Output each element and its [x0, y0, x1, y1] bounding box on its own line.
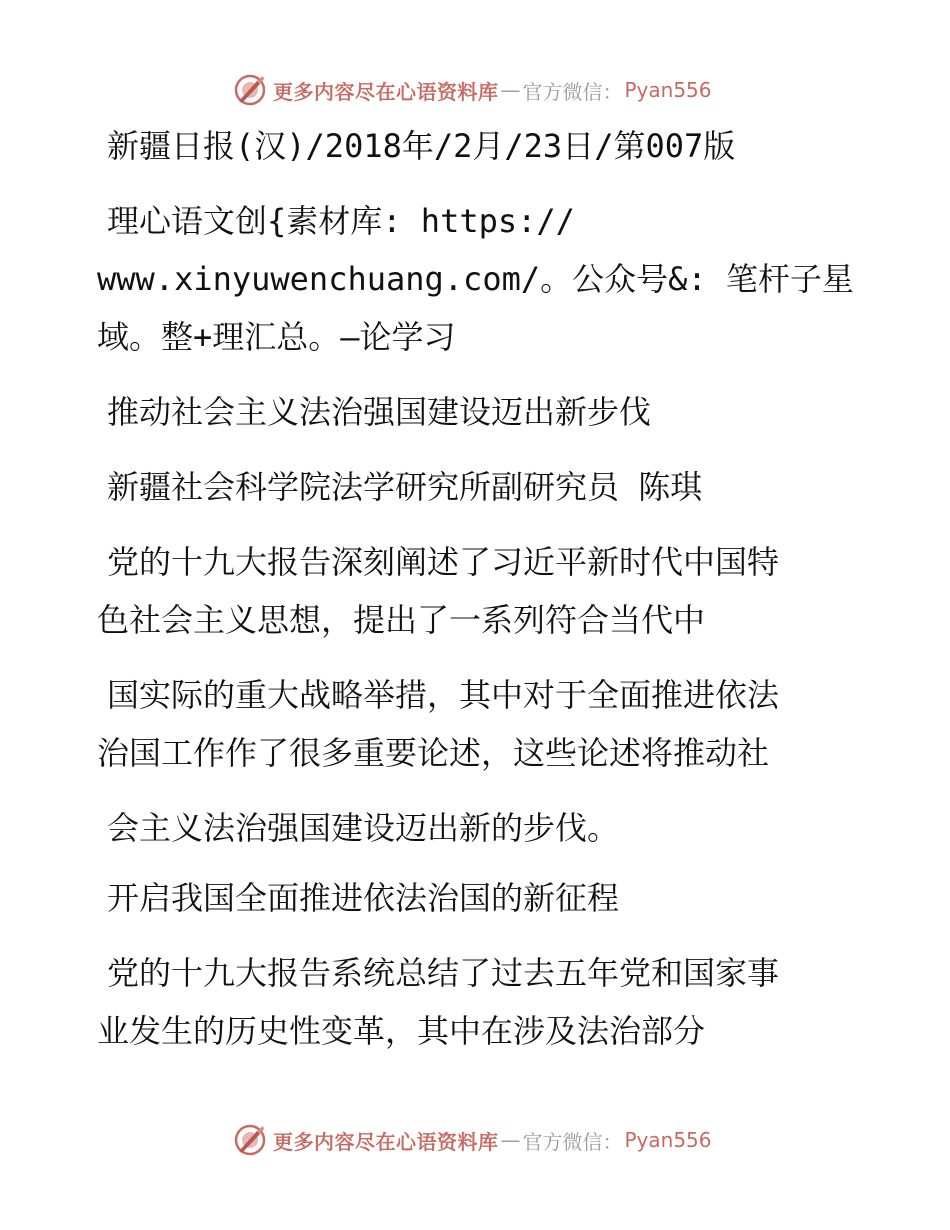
quill-logo-icon [233, 73, 267, 107]
footer-watermark [233, 1122, 712, 1158]
notice-line-2: www.xinyuwenchuang.com/。公众号&: 笔杆子星 [97, 260, 854, 298]
watermark-wechat-id: Pyan556 [624, 78, 712, 102]
header-watermark [233, 72, 712, 108]
paragraph-2-line-1: 国实际的重大战略举措，其中对于全面推进依法 [107, 676, 780, 714]
watermark-wechat-id: Pyan556 [624, 1128, 712, 1152]
paragraph-1-line-2: 色社会主义思想，提出了一系列符合当代中 [97, 601, 706, 639]
notice-line-3: 域。整+理汇总。—论学习 [97, 318, 456, 356]
paragraph-3: 会主义法治强国建设迈出新的步伐。 [107, 809, 620, 847]
paragraph-4-line-1: 党的十九大报告系统总结了过去五年党和国家事 [107, 954, 780, 992]
watermark-wechat-label: 官方微信： [522, 1129, 623, 1154]
article-title: 推动社会主义法治强国建设迈出新步伐 [107, 393, 652, 431]
watermark-separator: — [500, 1128, 521, 1152]
paragraph-1-line-1: 党的十九大报告深刻阐述了习近平新时代中国特 [107, 543, 780, 581]
watermark-text: 更多内容尽在心语资料库 [273, 1129, 499, 1154]
watermark-text: 更多内容尽在心语资料库 [273, 79, 499, 104]
paragraph-2-line-2: 治国工作作了很多重要论述，这些论述将推动社 [97, 734, 770, 772]
paragraph-4-line-2: 业发生的历史性变革，其中在涉及法治部分 [97, 1012, 706, 1050]
watermark-wechat-label: 官方微信： [522, 79, 623, 104]
source-line: 新疆日报(汉)/2018年/2月/23日/第007版 [107, 127, 736, 165]
author-line: 新疆社会科学院法学研究所副研究员 陈琪 [107, 468, 703, 506]
quill-logo-icon [233, 1123, 267, 1157]
watermark-separator: — [500, 78, 521, 102]
section-heading: 开启我国全面推进依法治国的新征程 [107, 879, 620, 917]
notice-line-1: 理心语文创{素材库: https:// [107, 202, 575, 240]
